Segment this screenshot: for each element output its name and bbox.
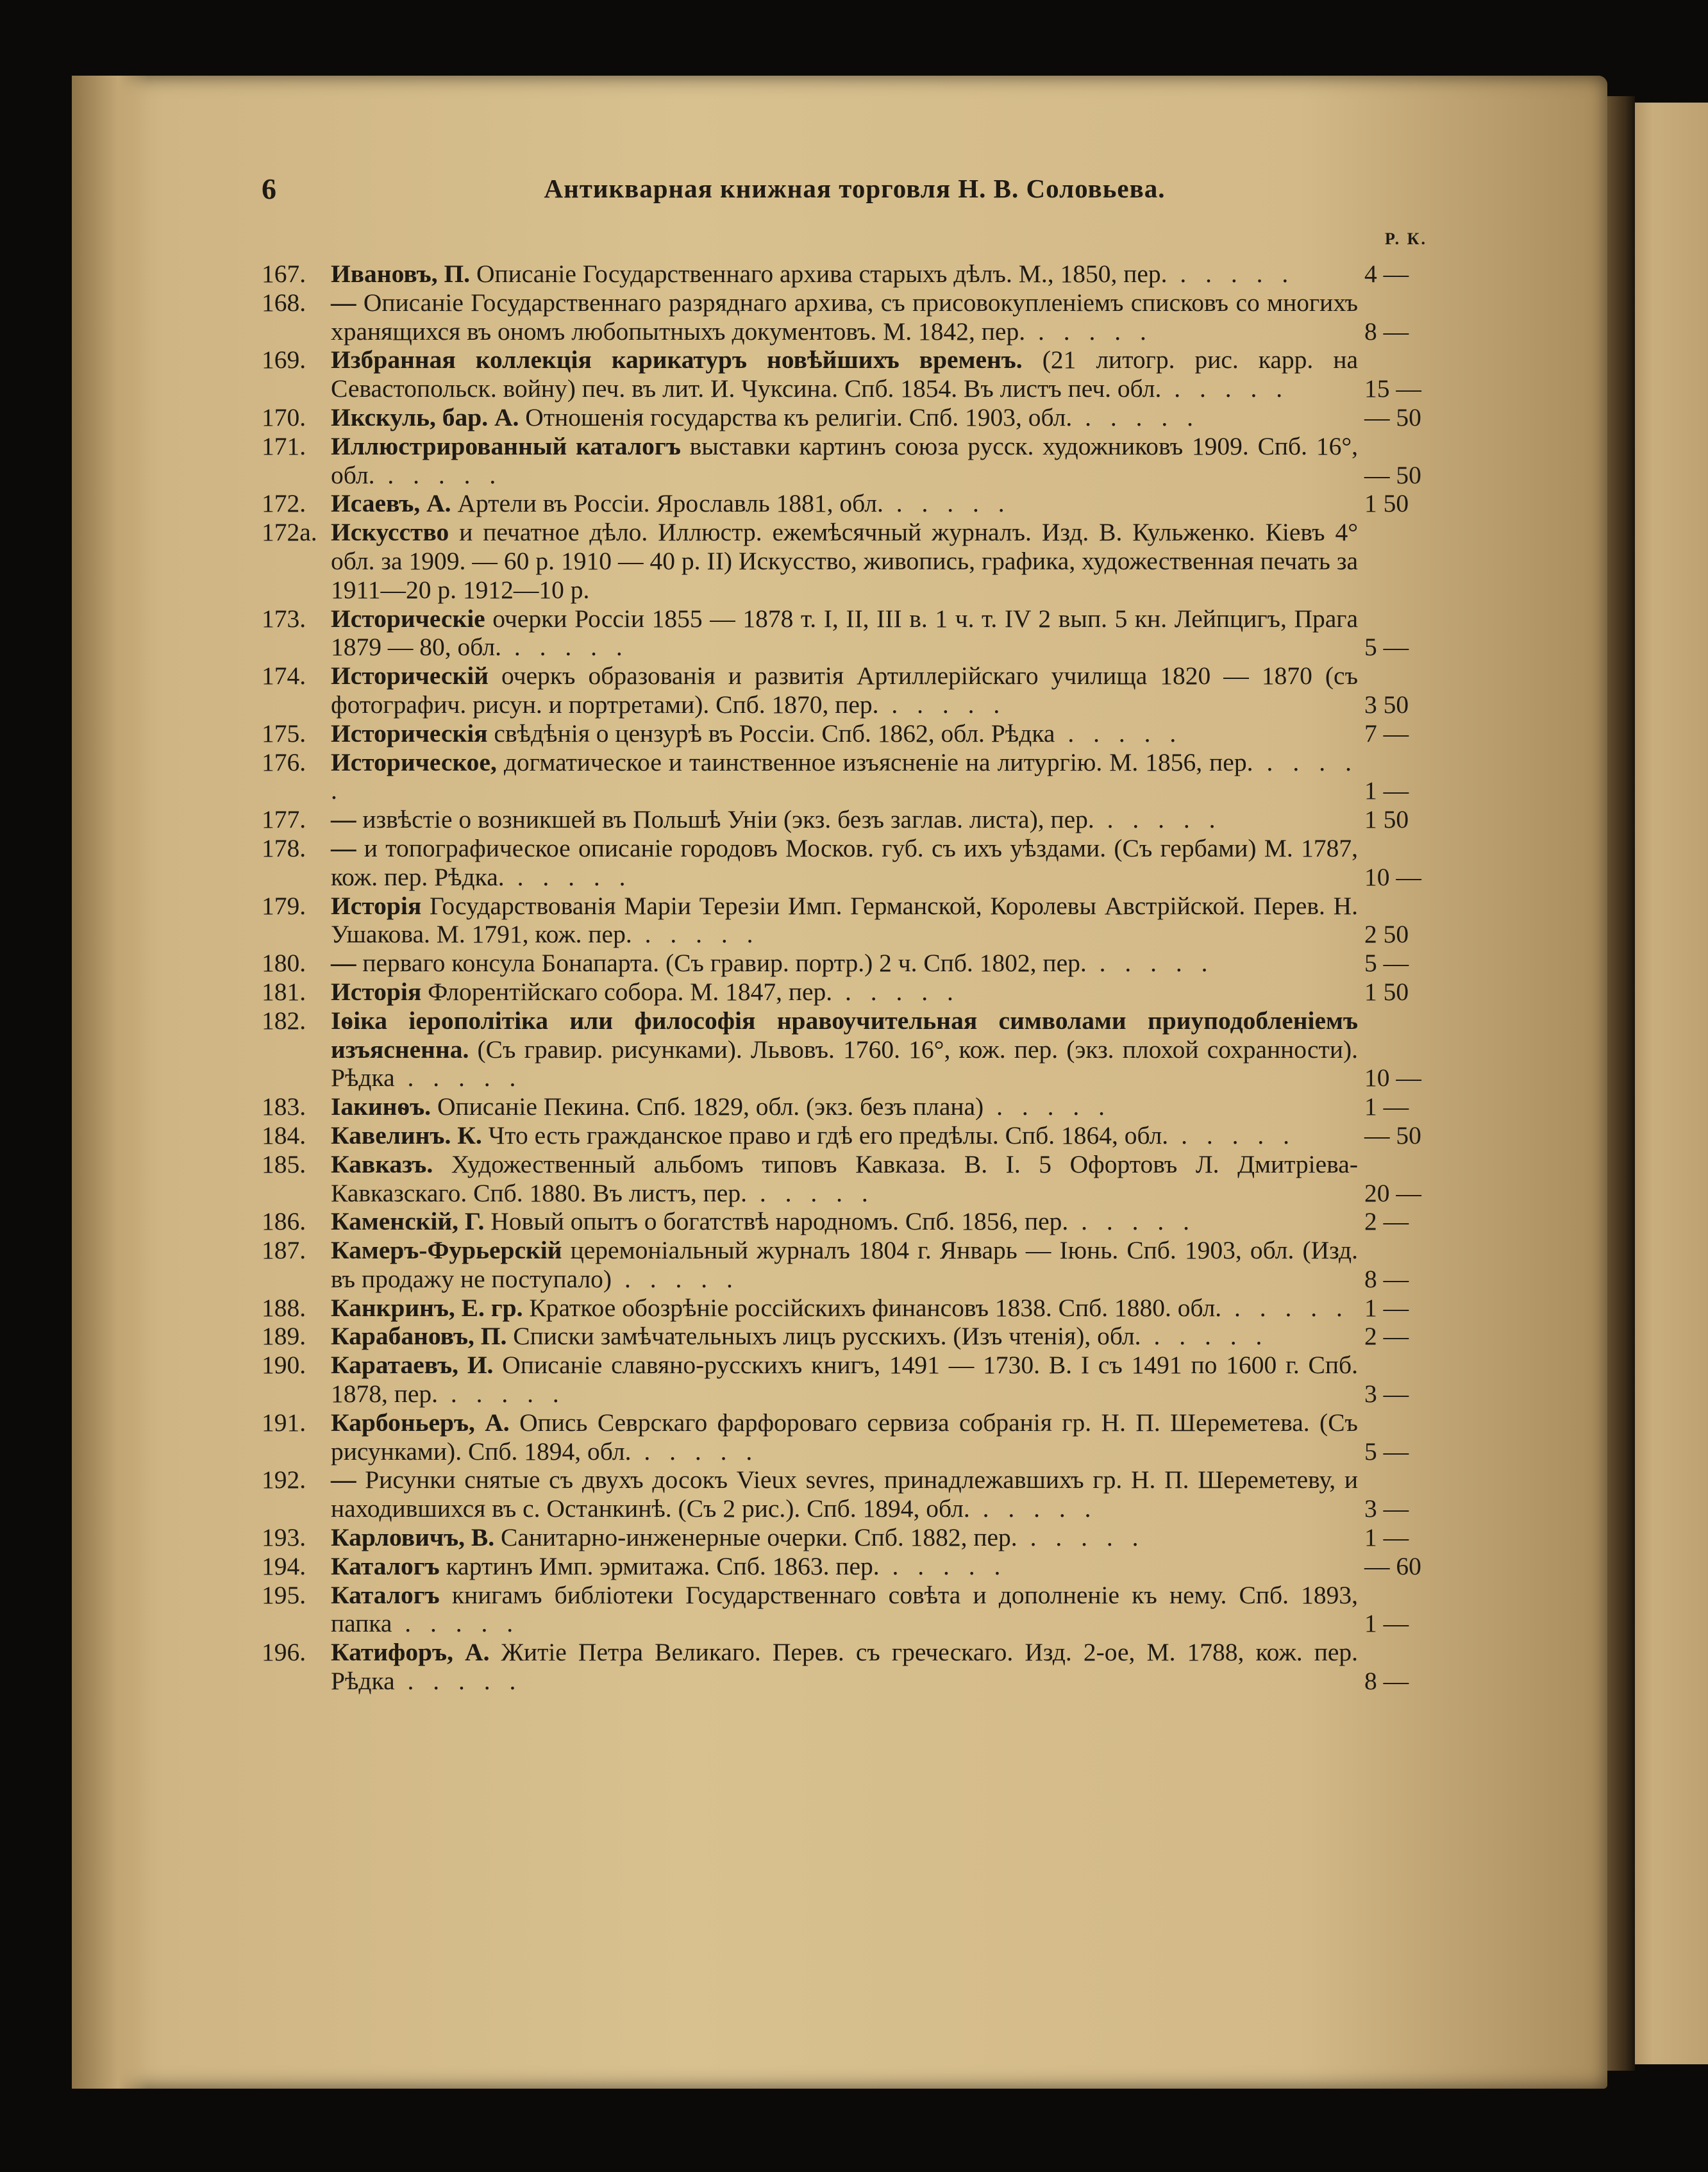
entry-author: Историческія <box>331 719 488 748</box>
entry-number: 167. <box>262 260 306 288</box>
entry-price: 7 — <box>1364 719 1409 748</box>
entry-author: Іѳіка іерополітіка или философія нравоучительная символами приуподобленіемъ изъясненна. <box>331 1006 1358 1064</box>
catalog-entry <box>262 1092 1454 1121</box>
entry-author: Каменскій, Г. <box>331 1207 485 1236</box>
catalog-entry <box>262 805 1454 834</box>
entry-number: 182. <box>262 1006 306 1035</box>
entry-price: — 50 <box>1364 403 1421 431</box>
entry-number: 174. <box>262 662 306 690</box>
entry-author: Каталогъ <box>331 1580 440 1609</box>
leader-dots: . . . . . <box>1141 1322 1269 1351</box>
entry-author: Карбоньеръ, А. <box>331 1408 510 1437</box>
entry-number: 172. <box>262 489 306 518</box>
entry-number: 175. <box>262 719 306 748</box>
entry-number: 170. <box>262 403 306 431</box>
entry-price: 1 — <box>1364 776 1409 805</box>
leader-dots: . . . . . <box>501 633 629 662</box>
entry-description <box>331 1322 1358 1351</box>
leader-dots: . . . . . <box>1221 1293 1349 1322</box>
price-column-header: Р. К. <box>1385 230 1427 248</box>
entry-text: церемоніальный журналъ 1804 г. Январь — Іюнь. Спб. 1903, обл. (Изд. въ продажу не поступало) <box>331 1236 1358 1293</box>
catalog-entry <box>262 1466 1454 1523</box>
entry-text: перваго консула Бонапарта. (Съ гравир. портр.) 2 ч. Спб. 1802, пер. <box>356 949 1087 978</box>
entry-text: Новый опытъ о богатствѣ народномъ. Спб. 1856, пер. <box>484 1207 1069 1236</box>
entry-price: 1 50 <box>1364 977 1409 1006</box>
catalog-entry <box>262 834 1454 892</box>
entry-number: 176. <box>262 748 306 776</box>
leader-dots: . . . . . <box>883 489 1011 518</box>
catalog-entry <box>262 1007 1454 1092</box>
leader-dots: . . . . . <box>1161 374 1289 403</box>
entry-description <box>331 892 1358 949</box>
entry-description <box>331 834 1358 892</box>
entry-text: извѣстіе о возникшей въ Польшѣ Уніи (экз. безъ заглав. листа), пер. <box>356 805 1094 834</box>
leader-dots: . . . . . <box>612 1264 739 1293</box>
entry-description <box>331 1121 1358 1150</box>
entry-price: 3 — <box>1364 1380 1409 1408</box>
entry-number: 185. <box>262 1149 306 1178</box>
entry-price: 10 — <box>1364 1064 1421 1092</box>
entry-description <box>331 1092 1358 1121</box>
catalog-entry <box>262 1638 1454 1696</box>
entry-author: Катифоръ, А. <box>331 1638 490 1667</box>
page-header <box>262 172 1448 210</box>
catalog-entry <box>262 1322 1454 1351</box>
entry-author: Карабановъ, П. <box>331 1322 507 1351</box>
leader-dots: . . . . . <box>1017 1523 1145 1552</box>
entry-description <box>331 662 1358 719</box>
entry-number: 191. <box>262 1408 306 1437</box>
entry-author: Избранная коллекція карикатуръ новѣйшихъ временъ. <box>331 346 1023 374</box>
leader-dots: . . . . . <box>1094 805 1222 834</box>
catalog-entry <box>262 260 1454 288</box>
leader-dots: . . . . . <box>631 1437 759 1466</box>
leader-dots: . . . . . <box>632 920 760 949</box>
entry-text: Опись Севрскаго фарфороваго сервиза собранія гр. Н. П. Шереметева. (Съ рисунками). Спб. 1894, обл. <box>331 1408 1358 1466</box>
leader-dots: . . . . . <box>878 690 1007 719</box>
entry-author: Ивановъ, П. <box>331 260 471 288</box>
entry-text: картинъ Имп. эрмитажа. Спб. 1863. пер. <box>439 1551 880 1580</box>
page-number: 6 <box>262 172 276 205</box>
entry-text: Описаніе Пекина. Спб. 1829, обл. (экз. безъ плана) <box>431 1092 984 1121</box>
entry-number: 184. <box>262 1121 306 1149</box>
catalog-entry <box>262 719 1454 748</box>
entry-price: 2 — <box>1364 1207 1409 1236</box>
entry-description <box>331 1207 1358 1236</box>
leader-dots: . . . . . <box>1167 260 1295 288</box>
entry-number: 173. <box>262 604 306 633</box>
entry-price: 8 — <box>1364 1667 1409 1696</box>
entry-description <box>331 1007 1358 1092</box>
leader-dots: . . . . . <box>374 460 503 489</box>
entry-author: — <box>331 833 356 862</box>
entry-author: Исаевъ, А. <box>331 489 451 518</box>
entry-description <box>331 518 1358 604</box>
entry-text: свѣдѣнія о цензурѣ въ Россіи. Спб. 1862, обл. Рѣдка <box>487 719 1055 748</box>
entry-author: Кавелинъ. К. <box>331 1121 482 1149</box>
entry-description <box>331 260 1358 288</box>
entry-number: 172а. <box>262 518 317 547</box>
leader-dots: . . . . . <box>1168 1121 1296 1149</box>
leader-dots: . . . . . <box>1025 317 1153 346</box>
entry-text: книгамъ библіотеки Государственнаго совѣта и дополненіе къ нему. Спб. 1893, папка <box>331 1580 1358 1638</box>
entry-number: 171. <box>262 431 306 460</box>
entry-price: 10 — <box>1364 862 1421 891</box>
entry-text: Отношенія государства къ религіи. Спб. 1903, обл. <box>519 403 1073 431</box>
entry-number: 189. <box>262 1322 306 1351</box>
entry-text: и топографическое описаніе городовъ Москов. губ. съ ихъ уѣздами. (Съ гербами) М. 1787, кож. пер. Рѣдка. <box>331 833 1358 891</box>
entry-price: 5 — <box>1364 949 1409 978</box>
entry-description <box>331 719 1358 748</box>
catalog-entry <box>262 489 1454 518</box>
entry-author: Исторія <box>331 977 422 1006</box>
entry-description <box>331 748 1358 806</box>
entry-price: — 50 <box>1364 1121 1421 1149</box>
entry-price: 1 — <box>1364 1523 1409 1552</box>
leader-dots: . . . . . <box>746 1178 875 1207</box>
entry-description <box>331 1552 1358 1581</box>
entry-description <box>331 1408 1358 1466</box>
leader-dots: . . . . . <box>1068 1207 1196 1236</box>
entry-description <box>331 949 1358 978</box>
book-spine <box>1603 96 1635 2071</box>
entry-description <box>331 1294 1358 1323</box>
leader-dots: . . . . . <box>832 977 960 1006</box>
entry-description <box>331 1523 1358 1552</box>
entry-author: — <box>331 949 356 978</box>
leader-dots: . . . . . <box>984 1092 1111 1121</box>
entry-description <box>331 978 1358 1007</box>
entry-number: 169. <box>262 346 306 374</box>
catalog-entry <box>262 605 1454 662</box>
entry-author: Историческое, <box>331 748 497 776</box>
catalog-entry <box>262 1207 1454 1236</box>
entry-price: 8 — <box>1364 317 1409 346</box>
entry-number: 168. <box>262 288 306 317</box>
entry-price: 2 50 <box>1364 920 1409 949</box>
entry-description <box>331 1351 1358 1408</box>
entry-text: догматическое и таинственное изъясненіе на литургію. М. 1856, пер. <box>496 748 1253 776</box>
leader-dots: . . . . . <box>1086 949 1214 978</box>
entry-text: Описаніе славяно-русскихъ книгъ, 1491 — 1730. В. I съ 1491 по 1600 г. Спб. 1878, пер. <box>331 1351 1359 1408</box>
catalog-entry <box>262 403 1454 432</box>
entry-author: Историческіе <box>331 604 485 633</box>
entry-price: 4 — <box>1364 260 1409 288</box>
catalog-entry <box>262 1552 1454 1581</box>
catalog-entry <box>262 978 1454 1007</box>
entry-number: 190. <box>262 1351 306 1380</box>
catalog-entry <box>262 1523 1454 1552</box>
entry-text: Описаніе Государственнаго архива старыхъ дѣлъ. М., 1850, пер. <box>470 260 1168 288</box>
entry-number: 194. <box>262 1551 306 1580</box>
entry-author: Канкринъ, Е. гр. <box>331 1293 523 1322</box>
entry-description <box>331 1466 1358 1523</box>
entry-number: 177. <box>262 805 306 834</box>
entry-author: Кавказъ. <box>331 1149 433 1178</box>
entry-description <box>331 605 1358 662</box>
leader-dots: . . . . . <box>1055 719 1183 748</box>
entry-text: Рисунки снятые съ двухъ досокъ Vieux sevres, принадлежавшихъ гр. Н. П. Шереметеву, и находившихся въ с. Останкинѣ. (Съ 2 рис.). Спб. 1894, обл. <box>331 1466 1358 1523</box>
entry-description <box>331 1236 1358 1294</box>
entry-number: 192. <box>262 1466 306 1494</box>
entry-price: 2 — <box>1364 1322 1409 1351</box>
entry-text: Государствованія Маріи Терезіи Имп. Германской, Королевы Австрійской. Перев. Н. Ушакова. М. 1791, кож. пер. <box>331 891 1358 949</box>
catalog-entries <box>262 260 1454 1696</box>
entry-number: 193. <box>262 1523 306 1552</box>
entry-text: Житіе Петра Великаго. Перев. съ греческаго. Изд. 2-ое, М. 1788, кож. пер. Рѣдка <box>331 1638 1358 1696</box>
entry-price: 1 50 <box>1364 489 1409 518</box>
entry-author: Исторія <box>331 891 422 920</box>
leader-dots: . . . . . <box>504 862 632 891</box>
catalog-entry <box>262 432 1454 490</box>
entry-description <box>331 489 1358 518</box>
entry-author: — <box>331 1466 356 1494</box>
catalog-entry <box>262 288 1454 346</box>
entry-text: Что есть гражданское право и гдѣ его предѣлы. Спб. 1864, обл. <box>481 1121 1169 1149</box>
entry-description <box>331 288 1358 346</box>
entry-author: Каратаевъ, И. <box>331 1351 494 1380</box>
leader-dots: . . . . . <box>394 1667 523 1696</box>
leader-dots: . . . . . <box>969 1494 1098 1523</box>
entry-author: Камеръ-Фурьерскій <box>331 1236 562 1265</box>
entry-price: 1 — <box>1364 1609 1409 1638</box>
entry-author: Каталогъ <box>331 1551 440 1580</box>
catalog-entry <box>262 1150 1454 1208</box>
entry-author: Икскуль, бар. А. <box>331 403 519 431</box>
entry-price: 5 — <box>1364 633 1409 662</box>
catalog-entry <box>262 748 1454 806</box>
leader-dots: . . . . . <box>438 1380 565 1408</box>
catalog-entry <box>262 346 1454 403</box>
entry-number: 188. <box>262 1293 306 1322</box>
entry-author: Карловичъ, В. <box>331 1523 495 1552</box>
leader-dots: . . . . . <box>331 748 1358 805</box>
catalog-entry <box>262 1408 1454 1466</box>
entry-text: выставки картинъ союза русск. художниковъ 1909. Спб. 16°, обл. <box>331 431 1358 489</box>
entry-price: — 50 <box>1364 460 1421 489</box>
entry-text: Списки замѣчательныхъ лицъ русскихъ. (Изъ чтенія), обл. <box>507 1322 1141 1351</box>
entry-description <box>331 805 1358 834</box>
entry-text: очерки Россіи 1855 — 1878 т. I, II, III в. 1 ч. т. IV 2 вып. 5 кн. Лейпцигъ, Прага 1879 — 80, обл. <box>331 604 1358 662</box>
entry-price: 15 — <box>1364 374 1421 403</box>
entry-description <box>331 403 1358 432</box>
leader-dots: . . . . . <box>394 1064 523 1092</box>
catalog-entry <box>262 1581 1454 1639</box>
leader-dots: . . . . . <box>1072 403 1200 431</box>
entry-number: 183. <box>262 1092 306 1121</box>
entry-description <box>331 432 1358 490</box>
entry-price: 5 — <box>1364 1437 1409 1466</box>
catalog-entry <box>262 1294 1454 1323</box>
entry-price: 1 — <box>1364 1092 1409 1121</box>
entry-description <box>331 1150 1358 1208</box>
entry-price: 8 — <box>1364 1264 1409 1293</box>
entry-author: — <box>331 805 356 834</box>
running-title: Антикварная книжная торговля Н. В. Соловьева. <box>544 174 1166 203</box>
entry-author: Искусство <box>331 518 449 547</box>
entry-price: — 60 <box>1364 1551 1421 1580</box>
catalog-entry <box>262 892 1454 949</box>
catalog-entry <box>262 1351 1454 1408</box>
entry-number: 196. <box>262 1638 306 1667</box>
catalog-entry <box>262 949 1454 978</box>
catalog-entry <box>262 662 1454 719</box>
leader-dots: . . . . . <box>879 1551 1007 1580</box>
catalog-entry <box>262 1121 1454 1150</box>
catalog-entry <box>262 1236 1454 1294</box>
entry-text: Краткое обозрѣніе россійскихъ финансовъ 1838. Спб. 1880. обл. <box>523 1293 1222 1322</box>
entry-author: Историческій <box>331 662 489 690</box>
leader-dots: . . . . . <box>392 1609 520 1638</box>
entry-text: Санитарно-инженерные очерки. Спб. 1882, пер. <box>494 1523 1017 1552</box>
entry-text: и печатное дѣло. Иллюстр. ежемѣсячный журналъ. Изд. В. Кульженко. Кіевъ 4° обл. за 1909. — 60 р. 1910 — 40 р. II) Искусство, живопись, графика, художественная печать за 1911—20 р. 1912—10 р. <box>331 518 1358 604</box>
entry-author: Іакинѳъ. <box>331 1092 431 1121</box>
entry-text: Художественный альбомъ типовъ Кавказа. В. I. 5 Офортовъ Л. Дмитріева-Кавказскаго. Спб. 1880. Въ листъ, пер. <box>331 1149 1358 1207</box>
entry-text: Артели въ Россіи. Ярославль 1881, обл. <box>451 489 883 518</box>
entry-text: Флорентійскаго собора. М. 1847, пер. <box>421 977 833 1006</box>
entry-number: 195. <box>262 1580 306 1609</box>
entry-price: 3 50 <box>1364 690 1409 719</box>
entry-number: 178. <box>262 833 306 862</box>
entry-text: (Съ гравир. рисунками). Львовъ. 1760. 16°, кож. пер. (экз. плохой сохранности). Рѣдка <box>331 1035 1358 1092</box>
entry-price: 20 — <box>1364 1178 1421 1207</box>
entry-number: 186. <box>262 1207 306 1236</box>
entry-description <box>331 346 1358 403</box>
entry-price: 1 50 <box>1364 805 1409 834</box>
entry-description <box>331 1638 1358 1696</box>
entry-number: 180. <box>262 949 306 978</box>
catalog-entry <box>262 518 1454 604</box>
entry-number: 181. <box>262 977 306 1006</box>
entry-text: (21 литогр. рис. карр. на Севастопольск. войну) печ. въ лит. И. Чуксина. Спб. 1854. Въ листъ печ. обл. <box>331 346 1358 403</box>
entry-price: 1 — <box>1364 1293 1409 1322</box>
entry-text: Описаніе Государственнаго разряднаго архива, съ присовокупленіемъ списковъ со многихъ хранящихся въ ономъ любопытныхъ документовъ. М. 1842, пер. <box>331 288 1358 346</box>
entry-price: 3 — <box>1364 1494 1409 1523</box>
entry-description <box>331 1581 1358 1639</box>
entry-author: Иллюстрированный каталогъ <box>331 431 681 460</box>
entry-text: очеркъ образованія и развитія Артиллерійскаго училища 1820 — 1870 (съ фотографич. рисун. и портретами). Спб. 1870, пер. <box>331 662 1358 719</box>
entry-number: 179. <box>262 891 306 920</box>
entry-author: — <box>331 288 356 317</box>
entry-number: 187. <box>262 1236 306 1265</box>
